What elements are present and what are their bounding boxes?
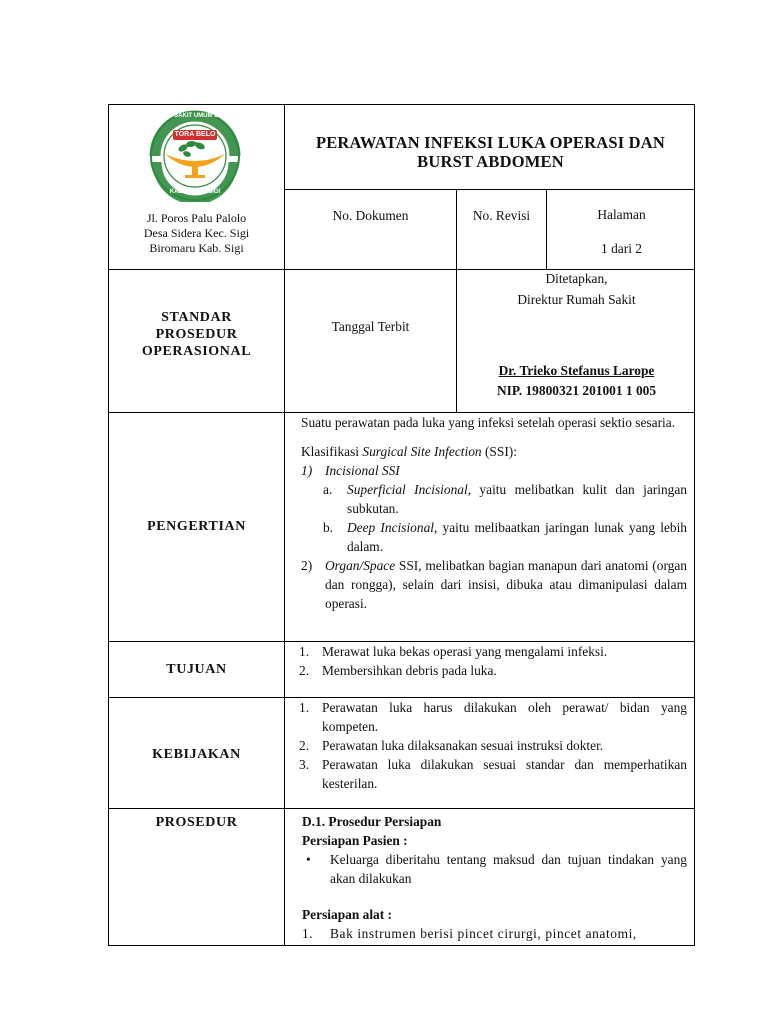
kebijakan-label: KEBIJAKAN (152, 747, 241, 762)
persiapan-alat-text: Bak instrumen berisi pincet cirurgi, pincet anatomi, (330, 926, 637, 941)
halaman-value: 1 dari 2 (601, 241, 642, 256)
column-divider (284, 105, 285, 945)
sop-label (109, 309, 284, 360)
kebijakan-item-text: Perawatan luka dilakukan sesuai standar dan memperhatikan kesterilan. (322, 757, 687, 791)
signatory-name: Dr. Trieko Stefanus Larope (498, 363, 655, 378)
tujuan-item-text: Merawat luka bekas operasi yang mengalami infeksi. (322, 644, 608, 659)
row-divider (109, 808, 694, 809)
tujuan-label: TUJUAN (166, 662, 227, 677)
kebijakan-item: 1. Perawatan luka harus dilakukan oleh perawat/ bidan yang kompeten. (299, 700, 687, 734)
kebijakan-list (299, 698, 687, 793)
pengertian-label: PENGERTIAN (147, 519, 246, 534)
klasifikasi-line (301, 442, 687, 461)
sop-label-line: PROSEDUR (155, 327, 238, 342)
list-marker: 2) (301, 558, 313, 573)
klasifikasi-term: Surgical Site Infection (362, 444, 482, 459)
persiapan-pasien-heading: Persiapan Pasien : (302, 833, 408, 848)
tujuan-list (299, 642, 687, 680)
address-line: Biromaru Kab. Sigi (149, 241, 244, 255)
prosedur-label: PROSEDUR (155, 815, 238, 830)
kebijakan-item: 3. Perawatan luka dilakukan sesuai standar dan memperhatikan kesterilan. (299, 757, 687, 791)
kebijakan-item-text: Perawatan luka dilaksanakan sesuai instruksi dokter. (322, 738, 604, 753)
tujuan-item: 1. Merawat luka bekas operasi yang mengalami infeksi. (299, 644, 608, 659)
address-line: Desa Sidera Kec. Sigi (143, 226, 250, 240)
pengertian-item-1 (301, 461, 687, 480)
list-marker: b. (323, 520, 334, 535)
logo-band-text: TORA BELO (174, 131, 216, 138)
persiapan-pasien-item: • Keluarga diberitahu tentang maksud dan tujuan tindakan yang akan dilakukan (306, 852, 687, 886)
pengertian-item-text: , yaitu melibaatkan jaringan lunak yang lebih dalam. (347, 520, 687, 554)
logo-ring-text-bottom: KABUPATEN SIGI (169, 189, 221, 195)
row-divider (284, 189, 695, 190)
klasifikasi-suffix: (SSI): (481, 444, 517, 459)
persiapan-alat-item (302, 924, 687, 943)
list-marker: 1) (301, 463, 313, 478)
tanggal-terbit-label: Tanggal Terbit (331, 319, 410, 334)
pengertian-term: Superficial Incisional (347, 482, 468, 497)
klasifikasi-prefix: Klasifikasi (301, 444, 363, 459)
persiapan-pasien-text: Keluarga diberitahu tentang maksud dan tujuan tindakan yang akan dilakukan (330, 852, 687, 886)
ditetapkan-text: Ditetapkan, (545, 271, 608, 286)
pengertian-item-text: Incisional SSI (325, 463, 400, 478)
pengertian-term: Organ/Space (325, 558, 396, 573)
pengertian-item-text: SSI, melibatkan bagian manapun dari anatomi (organ dan rongga), selain dari insisi, dibuka atau dimanipulasi dalam operasi. (325, 558, 687, 611)
kebijakan-item-text: Perawatan luka harus dilakukan oleh perawat/ bidan yang kompeten. (322, 700, 687, 734)
direktur-text: Direktur Rumah Sakit (517, 292, 636, 307)
sop-label-line: STANDAR (161, 310, 232, 325)
title-line: BURST ABDOMEN (417, 152, 564, 171)
title-line: PERAWATAN INFEKSI LUKA OPERASI DAN (315, 133, 666, 152)
prosedur-section-title: D.1. Prosedur Persiapan (302, 814, 442, 829)
pengertian-item-2 (301, 556, 687, 613)
hospital-logo (149, 110, 241, 202)
persiapan-alat-heading: Persiapan alat : (302, 907, 393, 922)
halaman-label: Halaman (597, 207, 646, 222)
pengertian-item-1b (301, 518, 687, 556)
kebijakan-item: 2. Perawatan luka dilaksanakan sesuai instruksi dokter. (299, 738, 604, 753)
pengertian-intro: Suatu perawatan pada luka yang infeksi setelah operasi sektio sesaria. (301, 415, 676, 430)
no-dokumen-label: No. Dokumen (332, 208, 409, 223)
document-title (285, 133, 695, 171)
sop-label-line: OPERASIONAL (141, 344, 252, 359)
pengertian-content (301, 413, 687, 613)
pengertian-item-text: , yaitu melibatkan kulit dan jaringan subkutan. (347, 482, 687, 516)
signatory-nip: NIP. 19800321 201001 1 005 (496, 383, 657, 398)
tujuan-item-text: Membersihkan debris pada luka. (322, 663, 497, 678)
list-marker: a. (323, 482, 333, 497)
pengertian-item-1a (301, 480, 687, 518)
no-revisi-label: No. Revisi (472, 208, 531, 223)
hospital-address (109, 211, 284, 256)
pengertian-term: Deep Incisional (347, 520, 434, 535)
sop-document-table (108, 104, 695, 946)
tujuan-item: 2. Membersihkan debris pada luka. (299, 663, 497, 678)
prosedur-content (302, 812, 687, 943)
logo-ring-text-top: RUMAH SAKIT UMUM DAERAH (150, 113, 240, 119)
list-marker: 1. (302, 926, 314, 941)
address-line: Jl. Poros Palu Palolo (146, 211, 247, 225)
